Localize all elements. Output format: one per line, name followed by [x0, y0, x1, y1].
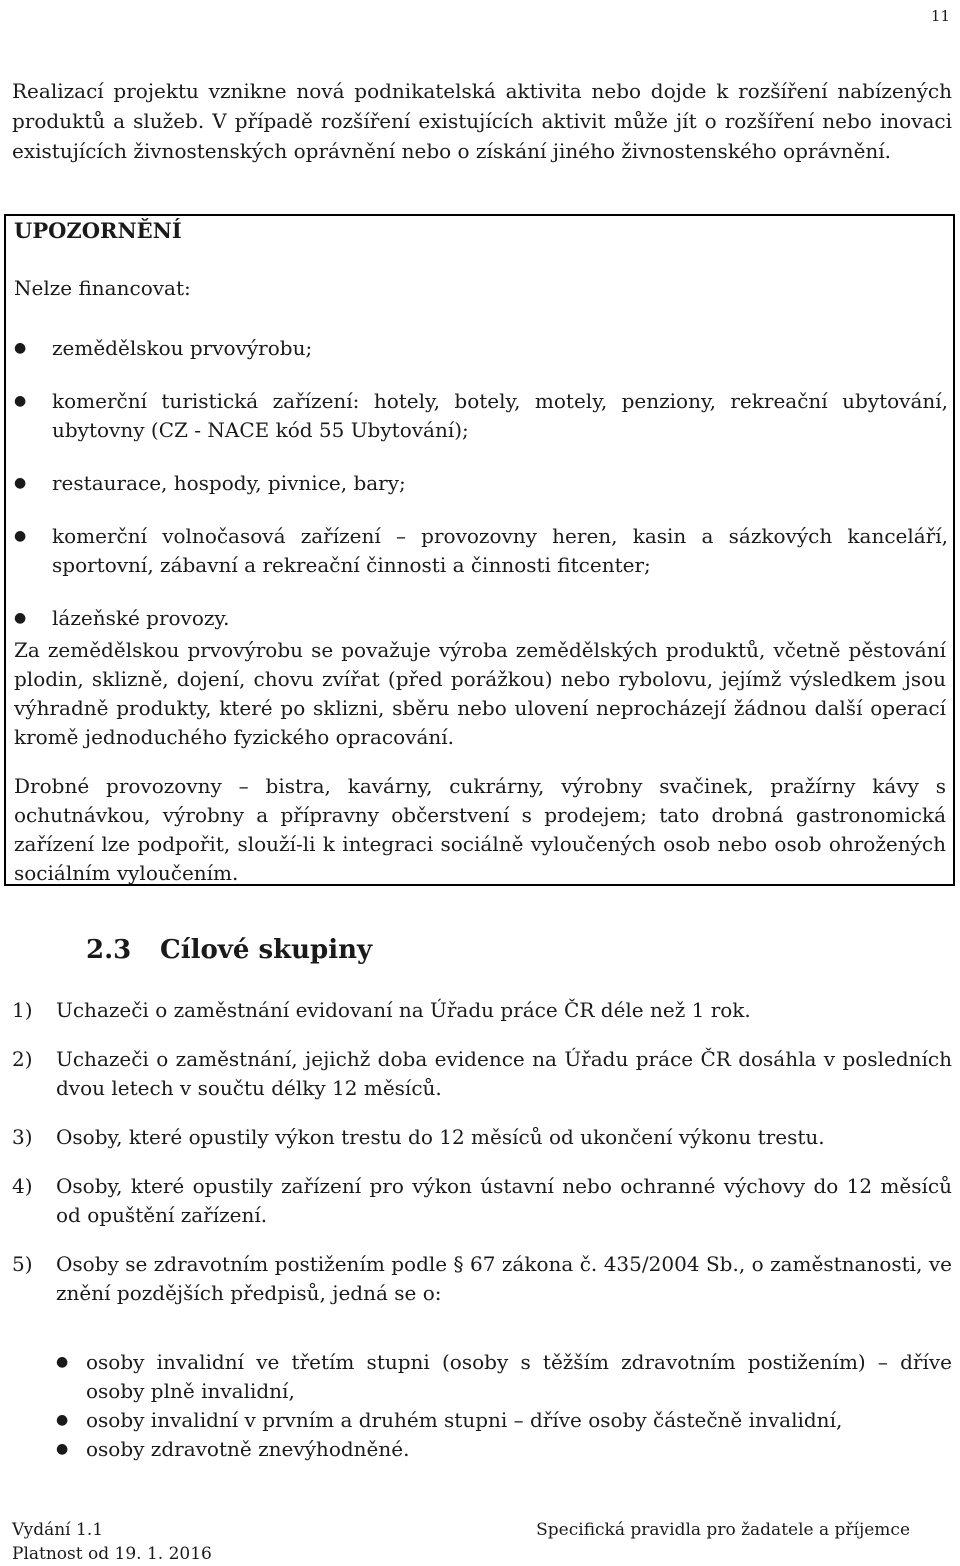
bullet-icon: ●	[14, 528, 27, 544]
page-number: 11	[930, 7, 950, 25]
disability-list	[56, 1348, 952, 1464]
bullet-icon: ●	[56, 1354, 69, 1370]
target-groups-list	[12, 996, 952, 1328]
list-item: ● osoby invalidní v prvním a druhém stupni – dříve osoby částečně invalidní,	[56, 1406, 952, 1435]
footer-edition: Vydání 1.1	[12, 1520, 104, 1540]
list-item: 2) Uchazeči o zaměstnání, jejichž doba evidence na Úřadu práce ČR dosáhla v posledních dvou letech v součtu délky 12 měsíců.	[12, 1047, 952, 1100]
footer-valid-from: Platnost od 19. 1. 2016	[12, 1544, 212, 1564]
section-number: 2.3	[86, 935, 132, 965]
list-item: ● komerční volnočasová zařízení – provozovny heren, kasin a sázkových kanceláří, sportovní, zábavní a rekreační činnosti a činnosti fitcenter;	[14, 524, 948, 577]
bullet-icon: ●	[56, 1412, 69, 1428]
list-item: 5) Osoby se zdravotním postižením podle § 67 zákona č. 435/2004 Sb., o zaměstnanosti, ve znění pozdějších předpisů, jedná se o:	[12, 1252, 952, 1305]
list-item: ● osoby invalidní ve třetím stupni (osoby s těžším zdravotním postižením) – dříve osoby plně invalidní,	[56, 1350, 952, 1403]
notice-title: UPOZORNĚNÍ	[14, 218, 182, 243]
bullet-icon: ●	[14, 393, 27, 409]
list-item: 4) Osoby, které opustily zařízení pro výkon ústavní nebo ochranné výchovy do 12 měsíců od opuštění zařízení.	[12, 1174, 952, 1227]
notice-box	[4, 214, 955, 886]
list-item: ● zemědělskou prvovýrobu;	[52, 334, 948, 363]
footer-doc-title: Specifická pravidla pro žadatele a příjemce	[536, 1520, 910, 1540]
list-item: 3) Osoby, které opustily výkon trestu do 12 měsíců od ukončení výkonu trestu.	[12, 1125, 825, 1149]
bullet-icon: ●	[14, 610, 27, 626]
intro-paragraph: Realizací projektu vznikne nová podnikatelská aktivita nebo dojde k rozšíření nabízených produktů a služeb. V případě rozšíření existujících aktivit může jít o rozšíření nebo inovaci existujících živnostenských oprávnění nebo o získání jiného živnostenského oprávnění.	[12, 79, 952, 163]
small-establishments-paragraph: Drobné provozovny – bistra, kavárny, cukrárny, výrobny svačinek, pražírny kávy s ochutnávkou, výrobny a přípravny občerstvení s prodejem; tato drobná gastronomická zařízení lze podpořit, slouží-li k integraci sociálně vyloučených osob nebo osob ohrožených sociálním vyloučením.	[14, 774, 946, 885]
excluded-list	[14, 334, 948, 657]
list-item: 1) Uchazeči o zaměstnání evidovaní na Úřadu práce ČR déle než 1 rok.	[12, 998, 751, 1022]
bullet-icon: ●	[56, 1441, 69, 1457]
section-title: Cílové skupiny	[160, 935, 373, 965]
section-heading	[86, 936, 372, 965]
list-item: ● restaurace, hospody, pivnice, bary;	[52, 469, 948, 498]
primary-production-paragraph: Za zemědělskou prvovýrobu se považuje výroba zemědělských produktů, včetně pěstování plodin, sklizně, dojení, chovu zvířat (před porážkou) nebo rybolovu, jejímž výsledkem jsou výhradně produkty, které po sklizni, sběru nebo ulovení neprocházejí žádnou další operací kromě jednoduchého fyzického opracování.	[14, 638, 946, 749]
bullet-icon: ●	[14, 475, 27, 491]
list-item: ● osoby zdravotně znevýhodněné.	[56, 1435, 952, 1464]
list-item: ● lázeňské provozy.	[52, 604, 948, 633]
notice-intro: Nelze financovat:	[14, 276, 191, 300]
bullet-icon: ●	[14, 340, 27, 356]
list-item: ● komerční turistická zařízení: hotely, botely, motely, penziony, rekreační ubytování, ubytovny (CZ - NACE kód 55 Ubytování);	[14, 389, 948, 442]
